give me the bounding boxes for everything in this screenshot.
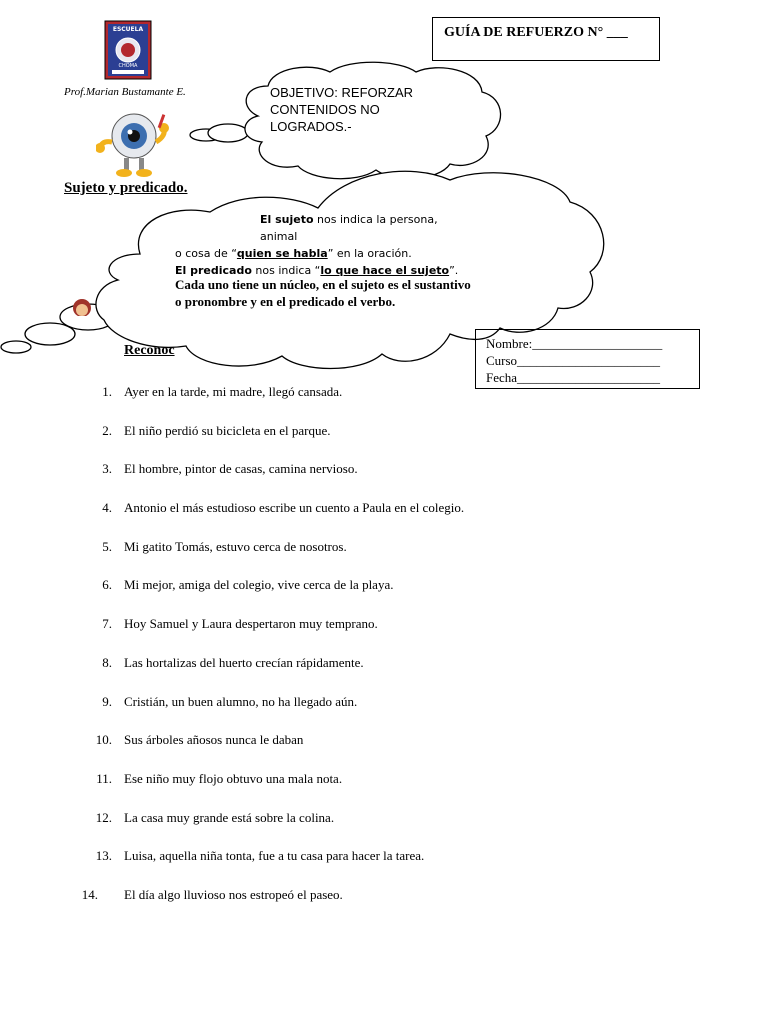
- exercise-item: [0, 381, 768, 420]
- student-info-box: [475, 329, 700, 389]
- nucleo-explanation: Cada uno tiene un núcleo, en el sujeto es el sustantivo o pronombre y en el predicado el verbo.: [175, 277, 471, 309]
- exercise-item: [0, 807, 768, 846]
- exercise-item: [0, 574, 768, 613]
- crest-text-mid: CHOMA: [118, 63, 138, 69]
- exercise-item: [0, 458, 768, 497]
- objective-line-2: CONTENIDOS NO: [270, 102, 380, 117]
- objective-line-3: LOGRADOS.-: [270, 119, 352, 134]
- exercise-number: 14.: [81, 886, 98, 902]
- sujeto-term: El sujeto: [260, 213, 314, 226]
- exercise-item: [0, 652, 768, 691]
- predicado-def-post: ”.: [449, 264, 459, 277]
- exercise-sentence: El día algo lluvioso nos estropeó el paseo.: [124, 886, 343, 902]
- school-crest-logo: [104, 20, 152, 80]
- explanation-text: [175, 211, 475, 279]
- objective-line-1: OBJETIVO: REFORZAR: [270, 85, 414, 100]
- exercise-sentence: Las hortalizas del huerto crecían rápidamente.: [124, 654, 364, 670]
- exercise-item: [0, 845, 768, 884]
- sujeto-def-2-pre: o cosa de “: [175, 247, 237, 260]
- exercise-sentence: Hoy Samuel y Laura despertaron muy temprano.: [124, 616, 378, 632]
- sujeto-def-1: nos indica la persona, animal: [260, 213, 438, 243]
- exercise-item: [0, 768, 768, 807]
- exercise-sentence: Mi gatito Tomás, estuvo cerca de nosotros.: [124, 538, 347, 554]
- exercise-number: 11.: [96, 770, 112, 786]
- exercise-number: 12.: [95, 809, 112, 825]
- exercise-sentence: Antonio el más estudioso escribe un cuento a Paula en el colegio.: [124, 500, 465, 516]
- exercise-number: 7.: [102, 616, 112, 632]
- exercise-item: [0, 691, 768, 730]
- exercise-item: [0, 884, 768, 923]
- exercise-number: 6.: [102, 577, 112, 593]
- predicado-def-mid: nos indica “: [251, 264, 321, 277]
- exercise-sentence: Ese niño muy flojo obtuvo una mala nota.: [124, 770, 343, 786]
- objective-text: [270, 84, 460, 135]
- exercise-sentence: Ayer en la tarde, mi madre, llegó cansada.: [124, 384, 343, 399]
- exercise-number: 1.: [102, 384, 112, 399]
- exercise-sentence: El niño perdió su bicicleta en el parque.: [124, 422, 331, 438]
- fecha-field[interactable]: Fecha______________________: [486, 370, 661, 385]
- exercise-number: 4.: [102, 500, 112, 516]
- exercise-number: 2.: [102, 422, 112, 438]
- exercise-item: [0, 536, 768, 575]
- quien-se-habla: quien se habla: [236, 247, 328, 260]
- exercise-number: 13.: [95, 848, 112, 864]
- crest-text-top: ESCUELA: [112, 26, 144, 33]
- exercise-item: [0, 497, 768, 536]
- exercise-sentence: Luisa, aquella niña tonta, fue a tu casa para hacer la tarea.: [124, 848, 425, 864]
- exercise-item: [0, 613, 768, 652]
- sujeto-def-2-post: ” en la oración.: [327, 247, 412, 260]
- exercise-sentence: Mi mejor, amiga del colegio, vive cerca de la playa.: [124, 577, 394, 593]
- guide-title: GUÍA DE REFUERZO N° ___: [444, 25, 628, 40]
- lo-que-hace: lo que hace el sujeto: [320, 264, 450, 277]
- exercise-number: 10.: [95, 732, 112, 748]
- curso-field[interactable]: Curso______________________: [486, 353, 661, 368]
- exercise-item: [0, 420, 768, 459]
- predicado-term: El predicado: [175, 264, 252, 277]
- exercise-number: 5.: [102, 538, 112, 554]
- nombre-field[interactable]: Nombre:____________________: [486, 336, 663, 351]
- exercise-number: 3.: [102, 461, 112, 477]
- section-title: Sujeto y predicado.: [64, 180, 188, 196]
- exercise-number: 9.: [102, 693, 112, 709]
- child-face-image: [70, 296, 94, 316]
- exercise-sentence: El hombre, pintor de casas, camina nervioso.: [124, 461, 358, 477]
- exercise-sentence: La casa muy grande está sobre la colina.: [124, 809, 335, 825]
- exercise-sentence: Cristián, un buen alumno, no ha llegado aún.: [124, 693, 358, 709]
- author-name: Prof.Marian Bustamante E.: [64, 86, 186, 98]
- guide-title-box: [432, 17, 660, 61]
- exercise-number: 8.: [102, 654, 112, 670]
- exercise-sentence: Sus árboles añosos nunca le daban: [124, 732, 304, 748]
- exercise-list: [0, 381, 768, 923]
- instruction-start: Reconoc: [124, 343, 175, 358]
- exercise-item: [0, 729, 768, 768]
